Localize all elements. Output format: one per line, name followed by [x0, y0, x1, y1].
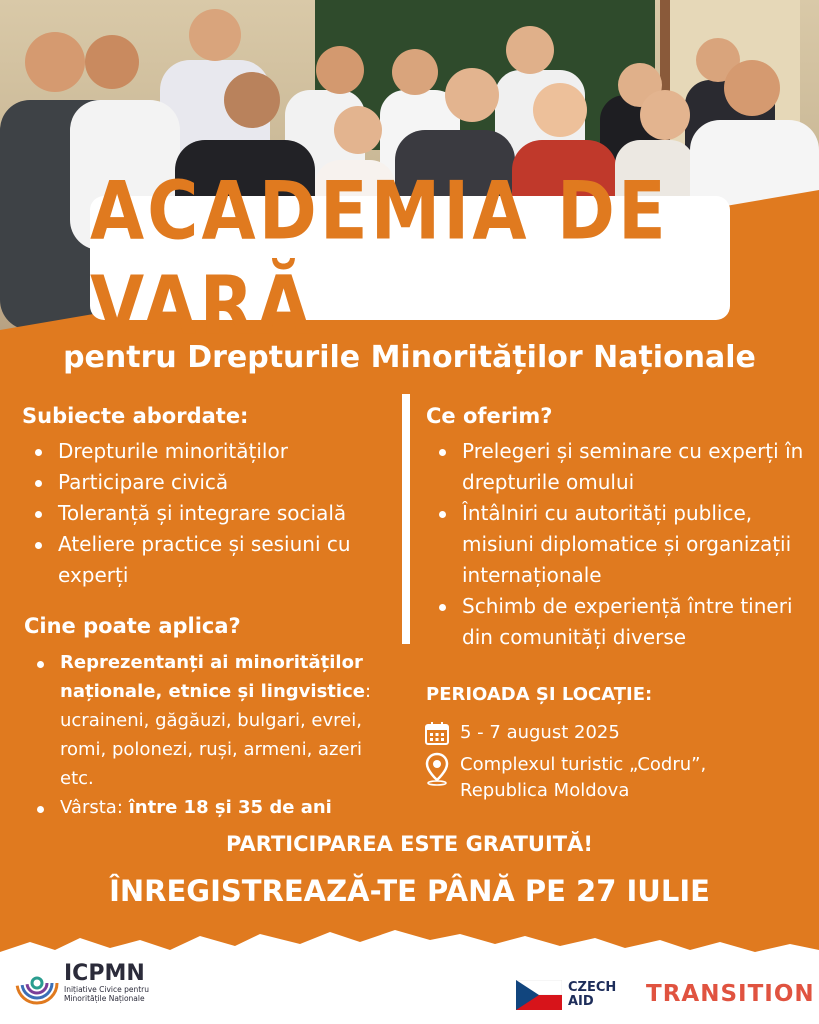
age-label: Vârsta:: [60, 797, 129, 818]
page-title: ACADEMIA DE VARĂ: [90, 163, 669, 353]
column-divider: [402, 394, 410, 644]
topics-section: [22, 404, 402, 591]
event-date: 5 - 7 august 2025: [460, 722, 620, 743]
period-date-row: [424, 720, 620, 746]
list-item: Drepturile minorităților: [22, 436, 402, 467]
calendar-icon: [424, 720, 450, 746]
eligibility-list: [24, 648, 399, 822]
offer-list: [426, 436, 806, 653]
topics-heading: Subiecte abordate:: [22, 404, 249, 428]
czech-flag-icon: [516, 980, 562, 1010]
free-participation-text: PARTICIPAREA ESTE GRATUITĂ!: [226, 832, 593, 856]
period-location-row: [424, 752, 706, 804]
icpmn-logo: [14, 960, 149, 1006]
czech-aid-line-2: AID: [568, 994, 594, 1009]
list-item: Schimb de experiență între tineri din comunități diverse: [426, 591, 806, 653]
icpmn-subtitle-2: Minoritățile Naționale: [64, 994, 145, 1003]
offer-heading: Ce oferim?: [426, 404, 553, 428]
topics-list: [22, 436, 402, 591]
list-item: Participare civică: [22, 467, 402, 498]
eligibility-group-bold: Reprezentanți ai minorităților naționale, etnice și lingvistice: [60, 652, 365, 702]
icpmn-name: ICPMN: [64, 961, 145, 986]
period-heading: PERIOADA ȘI LOCAȚIE:: [426, 684, 653, 705]
list-item: Toleranță și integrare socială: [22, 498, 402, 529]
location-pin-icon: [424, 752, 450, 786]
eligibility-group-rest: : ucraineni, găgăuzi, bulgari, evrei, romi, polonezi, ruși, armeni, azeri etc.: [60, 681, 372, 789]
list-item: Prelegeri și seminare cu experți în drepturile omului: [426, 436, 806, 498]
eligibility-heading: Cine poate aplica?: [24, 614, 241, 638]
list-item: Ateliere practice și sesiuni cu experți: [22, 529, 382, 591]
registration-deadline: ÎNREGISTREAZĂ-TE PÂNĂ PE 27 IULIE: [109, 874, 710, 908]
czech-aid-logo: [516, 980, 616, 1010]
icpmn-subtitle-1: Inițiative Civice pentru: [64, 985, 150, 994]
location-line-1: Complexul turistic „Codru”,: [460, 754, 707, 775]
icpmn-logo-icon: [14, 960, 60, 1006]
list-item: Întâlniri cu autorități publice, misiuni diplomatice și organizații internaționale: [426, 498, 806, 591]
list-item: [24, 648, 399, 793]
age-range: între 18 și 35 de ani: [128, 797, 332, 818]
title-banner: [90, 163, 730, 353]
czech-aid-line-1: CZECH: [568, 980, 617, 995]
offer-section: [426, 404, 806, 653]
location-line-2: Republica Moldova: [460, 780, 630, 801]
transition-logo: TRANSITION: [646, 981, 815, 1007]
eligibility-section: [24, 614, 399, 822]
list-item: [24, 793, 399, 822]
page-subtitle: pentru Drepturile Minorităților Naționale: [63, 340, 756, 375]
